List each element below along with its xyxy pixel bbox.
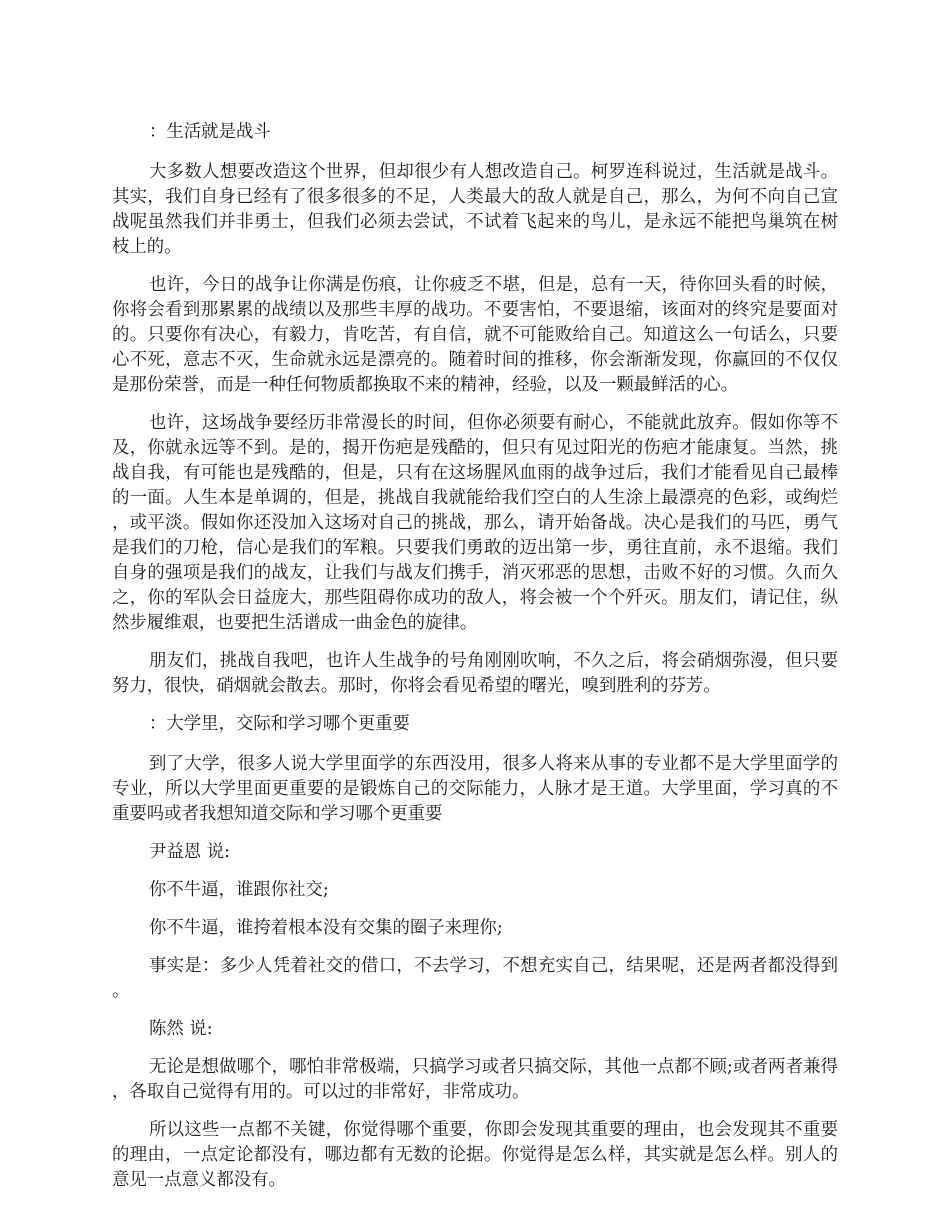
paragraph: 也许，今日的战争让你满是伤痕，让你疲乏不堪，但是，总有一天，待你回头看的时候，你将会看到那累累的战绩以及那些丰厚的战功。不要害怕，不要退缩，该面对的终究是要面对的。只要你有决心，有毅力，肯吃苦，有自信，就不可能败给自己。知道这么一句话么，只要心不死，意志不灭，生命就永远是漂亮的。随着时间的推移，你会渐渐发现，你赢回的不仅仅是那份荣誉，而是一种任何物质都换取不来的精神，经验，以及一颗最鲜活的心。 [112, 275, 838, 395]
section-heading-life-is-battle: ：生活就是战斗 [149, 122, 271, 142]
section-heading-university: ：大学里，交际和学习哪个更重要 [149, 714, 410, 734]
paragraph: 事实是：多少人凭着社交的借口，不去学习，不想充实自己，结果呢，还是两者都没得到。 [112, 956, 838, 1001]
speaker-label: 尹益恩 说: [149, 842, 230, 862]
document-page [112, 120, 838, 1206]
paragraph: 所以这些一点都不关键，你觉得哪个重要，你即会发现其重要的理由，也会发现其不重要的理由，一点定论都没有，哪边都有无数的论据。你觉得是怎么样，其实就是怎么样。别人的意见一点意义都没有。 [112, 1120, 838, 1190]
paragraph: 大多数人想要改造这个世界，但却很少有人想改造自己。柯罗连科说过，生活就是战斗。其实，我们自身已经有了很多很多的不足，人类最大的敌人就是自己，那么，为何不向自己宣战呢虽然我们并非勇士，但我们必须去尝试，不试着飞起来的鸟儿，是永远不能把鸟巢筑在树枝上的。 [112, 162, 838, 257]
paragraph: 你不牛逼，谁跟你社交; [149, 880, 329, 900]
speaker-label: 陈然 说: [149, 1019, 213, 1039]
paragraph: 也许，这场战争要经历非常漫长的时间，但你必须要有耐心，不能就此放弃。假如你等不及，你就永远等不到。是的，揭开伤疤是残酷的，但只有见过阳光的伤疤才能康复。当然，挑战自我，有可能也是残酷的，但是，只有在这场腥风血雨的战争过后，我们才能看见自己最棒的一面。人生本是单调的，但是，挑战自我就能给我们空白的人生涂上最漂亮的色彩，或绚烂，或平淡。假如你还没加入这场对自己的挑战，那么，请开始备战。决心是我们的马匹，勇气是我们的刀枪，信心是我们的军粮。只要我们勇敢的迈出第一步，勇往直前，永不退缩。我们自身的强项是我们的战友，让我们与战友们携手，消灭邪恶的思想，击败不好的习惯。久而久之，你的军队会日益庞大，那些阻碍你成功的敌人，将会被一个个歼灭。朋友们，请记住，纵然步履维艰，也要把生活谱成一曲金色的旋律。 [112, 413, 838, 633]
paragraph: 朋友们，挑战自我吧，也许人生战争的号角刚刚吹响，不久之后，将会硝烟弥漫，但只要努力，很快，硝烟就会散去。那时，你将会看见希望的曙光，嗅到胜利的芬芳。 [112, 651, 838, 696]
paragraph: 你不牛逼，谁挎着根本没有交集的圈子来理你; [149, 918, 503, 938]
paragraph: 到了大学，很多人说大学里面学的东西没用，很多人将来从事的专业都不是大学里面学的专业，所以大学里面更重要的是锻炼自己的交际能力，人脉才是王道。大学里面，学习真的不重要吗或者我想知道交际和学习哪个更重要 [112, 754, 838, 824]
paragraph: 无论是想做哪个，哪怕非常极端，只搞学习或者只搞交际，其他一点都不顾;或者两者兼得，各取自己觉得有用的。可以过的非常好，非常成功。 [112, 1057, 838, 1102]
